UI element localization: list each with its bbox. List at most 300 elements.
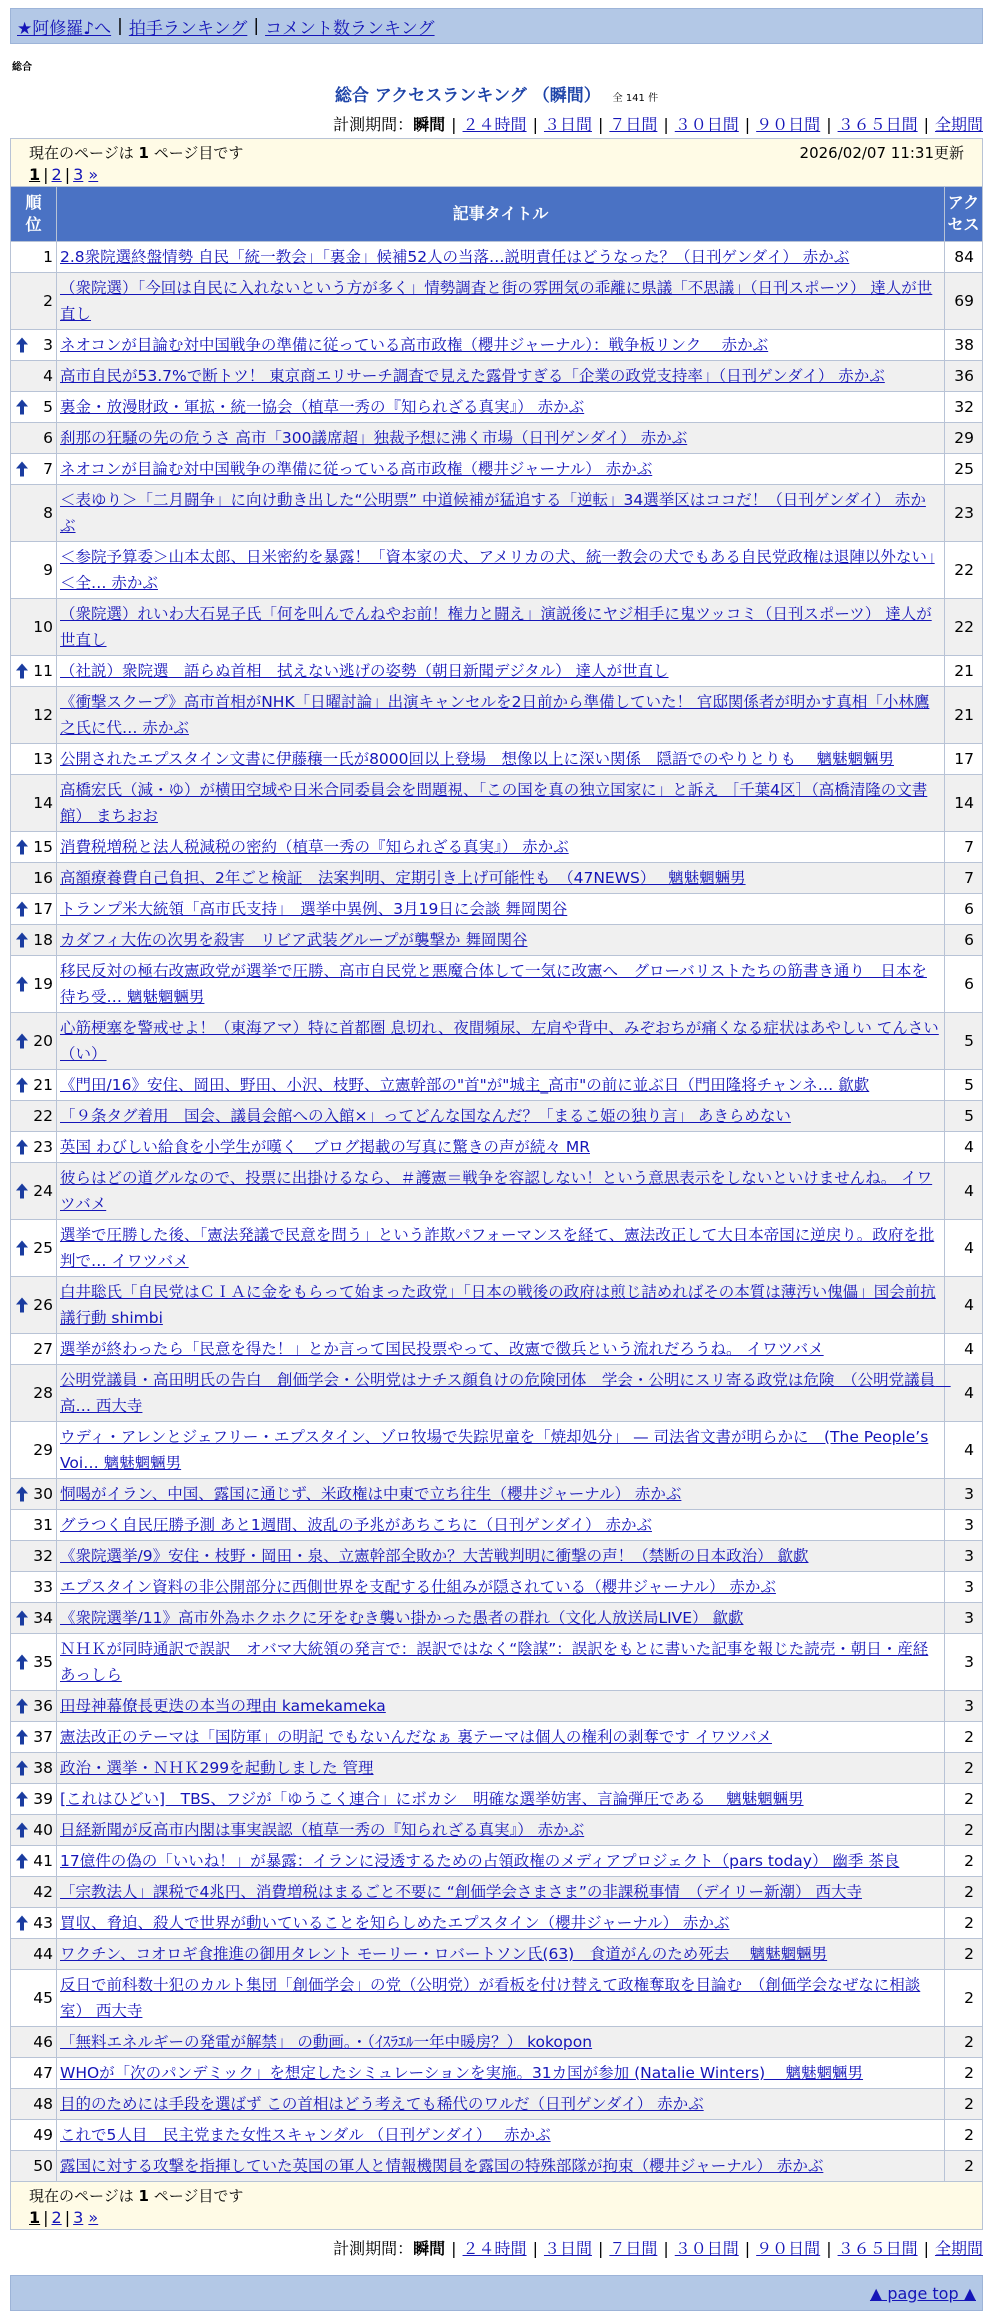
ranking-row	[11, 1422, 983, 1479]
rank-up-arrow-icon	[16, 338, 28, 353]
access-count: 6	[945, 925, 983, 956]
rank-number: 11	[33, 662, 53, 680]
period-option[interactable]: 全期間	[934, 115, 983, 134]
top-nav-bar	[10, 8, 983, 44]
article-title-link[interactable]: [これはひどい] TBS、フジが「ゆうこく連合」にボカシ 明確な選挙妨害、言論弾圧である 魑魅魍魎男	[60, 1790, 804, 1808]
article-title-link[interactable]: 《衝撃スクープ》高市首相がNHK「日曜討論」出演キャンセルを2日前から準備していた！ 官邸関係者が明かす真相「小林鷹之氏に代… 赤かぶ	[60, 693, 930, 737]
title-cell	[57, 542, 945, 599]
pager-separator: |	[64, 2208, 71, 2227]
period-separator: |	[532, 115, 538, 134]
article-title-link[interactable]: 「９条タグ着用 国会、議員会館への入館×」ってどんな国なんだ？「まるこ姫の独り言」 あきらめない	[60, 1107, 791, 1125]
article-title-link[interactable]: 公開されたエプスタイン文書に伊藤穰一氏が8000回以上登場 想像以上に深い関係 隠語でのやりとりも 魑魅魍魎男	[60, 750, 894, 768]
access-count: 38	[945, 330, 983, 361]
rank-up-arrow-icon	[16, 664, 28, 679]
title-cell	[57, 1603, 945, 1634]
article-title-link[interactable]: 心筋梗塞を警戒せよ！（東海アマ）特に首都圏 息切れ、夜間頻尿、左肩や背中、みぞおちが痛くなる症状はあやしい てんさい（い）	[60, 1019, 939, 1063]
article-title-link[interactable]: 刹那の狂騒の先の危うさ 高市「300議席超」独裁予想に沸く市場（日刊ゲンダイ） 赤かぶ	[60, 429, 688, 447]
access-count: 2	[945, 1939, 983, 1970]
rank-number: 27	[33, 1340, 53, 1358]
current-page-post: ページ目です	[153, 2187, 244, 2205]
rank-cell	[11, 956, 57, 1013]
rank-number: 19	[33, 975, 53, 993]
ranking-row	[11, 744, 983, 775]
rank-number: 2	[43, 292, 53, 310]
period-current: 瞬間	[413, 115, 446, 134]
article-title-link[interactable]: 彼らはどの道グルなので、投票に出掛けるなら、＃護憲＝戦争を容認しない！という意思表示をしないといけませんね。 イワツバメ	[60, 1169, 933, 1213]
period-separator: |	[451, 2239, 457, 2258]
title-cell	[57, 485, 945, 542]
table-header-row	[11, 187, 983, 242]
pager-page-link[interactable]: 2	[51, 2208, 62, 2227]
rank-cell	[11, 330, 57, 361]
ranking-row	[11, 485, 983, 542]
rank-up-arrow-icon	[16, 1655, 28, 1670]
rank-cell	[11, 2058, 57, 2089]
ranking-row	[11, 894, 983, 925]
ranking-row	[11, 1634, 983, 1691]
rank-cell	[11, 744, 57, 775]
period-separator: |	[663, 2239, 669, 2258]
title-cell	[57, 1510, 945, 1541]
header-access: アクセス	[945, 187, 983, 242]
title-cell	[57, 1101, 945, 1132]
rank-number: 32	[33, 1547, 53, 1565]
rank-cell	[11, 361, 57, 392]
access-count: 69	[945, 273, 983, 330]
title-cell	[57, 832, 945, 863]
title-cell	[57, 2027, 945, 2058]
ranking-row	[11, 242, 983, 273]
article-title-link[interactable]: （衆院選）「今回は自民に入れないという方が多く」情勢調査と街の雰囲気の乖離に県議「不思議」（日刊スポーツ） 達人が世直し	[60, 279, 933, 323]
rank-up-arrow-icon	[16, 840, 28, 855]
comment-ranking-link[interactable]: コメント数ランキング	[265, 18, 435, 39]
access-count: 2	[945, 1753, 983, 1784]
ranking-row	[11, 1013, 983, 1070]
period-option[interactable]: ２４時間	[462, 115, 527, 134]
article-title-link[interactable]: 白井聡氏「自民党はＣＩＡに金をもらって始まった政党」「日本の戦後の政府は煎じ詰めればその本質は薄汚い傀儡」国会前抗議行動 shimbi	[60, 1283, 936, 1327]
nav-separator: |	[253, 16, 260, 36]
article-title-link[interactable]: ウディ・アレンとジェフリー・エプスタイン、ゾロ牧場で失踪児童を「焼却処分」 — 司法省文書が明らかに (The People’s Voi… 魑魅魍魎男	[60, 1428, 929, 1472]
ranking-row	[11, 454, 983, 485]
rank-cell	[11, 1784, 57, 1815]
ranking-row	[11, 1070, 983, 1101]
article-title-link[interactable]: 高市自民が53.7%で断トツ！ 東京商エリサーチ調査で見えた露骨すぎる「企業の政党支持率」（日刊ゲンダイ） 赤かぶ	[60, 367, 885, 385]
title-cell	[57, 956, 945, 1013]
current-page-text	[29, 142, 243, 163]
ranking-row	[11, 1784, 983, 1815]
access-count: 3	[945, 1691, 983, 1722]
article-title-link[interactable]: 選挙で圧勝した後、「憲法発議で民意を問う」という詐欺パフォーマンスを経て、憲法改正して大日本帝国に逆戻り。政府を批判で… イワツバメ	[60, 1226, 935, 1270]
page-info-top	[10, 138, 983, 186]
rank-cell	[11, 242, 57, 273]
home-link[interactable]: ★阿修羅♪へ	[17, 18, 112, 39]
article-title-link[interactable]: ＮＨＫが同時通訳で誤訳 オバマ大統領の発言で：誤訳ではなく“陰謀”：誤訳をもとに書いた記事を報じた読売・朝日・産経 あっしら	[60, 1640, 929, 1684]
title-cell	[57, 1365, 951, 1422]
rank-cell	[11, 2089, 57, 2120]
article-title-link[interactable]: ＜参院予算委＞山本太郎、日米密約を暴露！「資本家の犬、アメリカの犬、統一教会の犬でもある自民党政権は退陣以外ない」＜全… 赤かぶ	[60, 548, 935, 592]
rank-cell	[11, 863, 57, 894]
ranking-row	[11, 832, 983, 863]
article-title-link[interactable]: WHOが「次のパンデミック」を想定したシミュレーションを実施。31カ国が参加 (Natalie Winters) 魑魅魍魎男	[60, 2064, 864, 2082]
pager-separator: |	[64, 165, 71, 184]
period-separator: |	[744, 2239, 751, 2258]
ranking-row	[11, 1510, 983, 1541]
article-title-link[interactable]: ネオコンが目論む対中国戦争の準備に従っている高市政権（櫻井ジャーナル）：戦争板リンク 赤かぶ	[60, 336, 769, 354]
ranking-row	[11, 2120, 983, 2151]
title-cell	[57, 1970, 945, 2027]
updated-time: 2026/02/07 11:31更新	[799, 144, 964, 162]
period-option[interactable]: ９０日間	[756, 2239, 821, 2258]
access-count: 3	[945, 1572, 983, 1603]
title-cell	[57, 1132, 945, 1163]
rank-number: 46	[33, 2033, 53, 2051]
title-cell	[57, 1220, 945, 1277]
access-count: 2	[945, 2027, 983, 2058]
access-count: 7	[945, 832, 983, 863]
article-title-link[interactable]: これで5人目 民主党また女性スキャンダル （日刊ゲンダイ） 赤かぶ	[60, 2126, 551, 2144]
current-page-pre: 現在のページは	[29, 2187, 134, 2205]
rank-cell	[11, 599, 57, 656]
rank-number: 48	[33, 2095, 53, 2113]
title-cell	[57, 2120, 945, 2151]
ranking-row	[11, 1101, 983, 1132]
article-title-link[interactable]: 英国 わびしい給食を小学生が嘆く ブログ掲載の写真に驚きの声が続々 MR	[60, 1138, 590, 1156]
article-title-link[interactable]: 消費税増税と法人税減税の密約（植草一秀の『知られざる真実』） 赤かぶ	[60, 838, 569, 856]
rank-number: 7	[43, 460, 53, 478]
rank-cell	[11, 1634, 57, 1691]
rank-cell	[11, 656, 57, 687]
article-title-link[interactable]: 「無料エネルギーの発電が解禁」 の動画。・（ｲｽﾗｴﾙ一年中暖房？） kokopon	[60, 2033, 593, 2051]
period-option[interactable]: ７日間	[609, 2239, 658, 2258]
rank-up-arrow-icon	[16, 1487, 28, 1502]
rank-cell	[11, 1013, 57, 1070]
rank-up-arrow-icon	[16, 1078, 28, 1093]
title-cell	[57, 1334, 945, 1365]
rank-number: 5	[43, 398, 53, 416]
current-page-post: ページ目です	[153, 144, 244, 162]
article-title-link[interactable]: 2.8衆院選終盤情勢 自民「統一教会」「裏金」候補52人の当落…説明責任はどうなった？（日刊ゲンダイ） 赤かぶ	[60, 248, 850, 266]
rank-up-arrow-icon	[16, 1792, 28, 1807]
access-count: 5	[945, 1101, 983, 1132]
ranking-row	[11, 1603, 983, 1634]
title-cell	[57, 1163, 945, 1220]
ranking-row	[11, 775, 983, 832]
rank-number: 20	[33, 1032, 53, 1050]
period-selector-top	[10, 112, 983, 135]
period-option[interactable]: ３日間	[543, 115, 592, 134]
period-current: 瞬間	[413, 2239, 446, 2258]
title-cell	[57, 330, 945, 361]
ranking-body	[11, 242, 983, 2182]
rank-cell	[11, 1101, 57, 1132]
period-separator: |	[663, 115, 669, 134]
rank-cell	[11, 1815, 57, 1846]
access-count: 3	[945, 1479, 983, 1510]
rank-cell	[11, 273, 57, 330]
rank-cell	[11, 2151, 57, 2182]
period-separator: |	[597, 2239, 604, 2258]
article-title-link[interactable]: トランプ米大統領「高市氏支持」 選挙中異例、3月19日に会談 舞岡関谷	[60, 900, 568, 918]
rank-up-arrow-icon	[16, 1298, 28, 1313]
rank-number: 21	[33, 1076, 53, 1094]
title-cell	[57, 1939, 945, 1970]
article-title-link[interactable]: ＜表ゆり＞「二月闘争」に向け動き出した“公明票” 中道候補が猛追する「逆転」34選挙区はココだ！（日刊ゲンダイ） 赤かぶ	[60, 491, 926, 535]
rank-cell	[11, 925, 57, 956]
rank-cell	[11, 832, 57, 863]
pager-separator: |	[43, 2208, 49, 2227]
title-cell	[57, 1784, 945, 1815]
article-title-link[interactable]: 移民反対の極右改憲政党が選挙で圧勝、高市自民党と悪魔合体して一気に改憲へ グローバリストたちの筋書き通り 日本を待ち受… 魑魅魍魎男	[60, 962, 927, 1006]
rank-number: 8	[43, 504, 53, 522]
title-cell	[57, 1753, 945, 1784]
ranking-row	[11, 2089, 983, 2120]
rank-number: 25	[33, 1239, 53, 1257]
article-title-link[interactable]: 「宗教法人」課税で4兆円、消費増税はまるごと不要に “創価学会さまさま”の非課税事情 （デイリー新潮） 西大寺	[60, 1883, 862, 1901]
article-title-link[interactable]: グラつく自民圧勝予測 あと1週間、波乱の予兆があちこちに（日刊ゲンダイ） 赤かぶ	[60, 1516, 652, 1534]
period-option[interactable]: ３日間	[543, 2239, 592, 2258]
total-count: 全 141 件	[612, 93, 659, 104]
footer-bar	[10, 2275, 983, 2311]
ranking-row	[11, 2027, 983, 2058]
period-option[interactable]: ３０日間	[674, 2239, 739, 2258]
period-separator: |	[451, 115, 457, 134]
ranking-row	[11, 599, 983, 656]
rank-number: 36	[33, 1697, 53, 1715]
rank-number: 50	[33, 2157, 53, 2175]
rank-number: 49	[33, 2126, 53, 2144]
rank-number: 4	[43, 367, 53, 385]
ranking-row	[11, 1541, 983, 1572]
access-count: 2	[945, 1722, 983, 1753]
rank-cell	[11, 1877, 57, 1908]
ranking-row	[11, 1877, 983, 1908]
rank-cell	[11, 2027, 57, 2058]
rank-number: 3	[43, 336, 53, 354]
article-title-link[interactable]: 《衆院選挙/9》安住・枝野・岡田・泉、立憲幹部全敗か？大苦戦判明に衝撃の声！（禁断の日本政治） 歙歔	[60, 1547, 809, 1565]
rank-number: 42	[33, 1883, 53, 1901]
title-cell	[57, 1908, 945, 1939]
rank-number: 37	[33, 1728, 53, 1746]
rank-cell	[11, 392, 57, 423]
current-page-number: 1	[138, 2187, 149, 2205]
access-count: 2	[945, 2089, 983, 2120]
access-count: 7	[945, 863, 983, 894]
title-cell	[57, 1877, 945, 1908]
rank-cell	[11, 454, 57, 485]
article-title-link[interactable]: 日経新聞が反高市内閣は事実誤認（植草一秀の『知られざる真実』） 赤かぶ	[60, 1821, 585, 1839]
article-title-link[interactable]: 《門田/16》安住、岡田、野田、小沢、枝野、立憲幹部の"首"が"城主_高市"の前に並ぶ日（門田隆将チャンネ… 歙歔	[60, 1076, 870, 1094]
article-title-link[interactable]: （衆院選）れいわ大石晃子氏「何を叫んでんねやお前！権力と闘え」演説後にヤジ相手に鬼ツッコミ（日刊スポーツ） 達人が世直し	[60, 605, 932, 649]
access-count: 21	[945, 656, 983, 687]
rank-number: 28	[33, 1384, 53, 1402]
rank-number: 31	[33, 1516, 53, 1534]
rank-number: 35	[33, 1653, 53, 1671]
rank-cell	[11, 1070, 57, 1101]
section-label: 総合	[12, 62, 32, 73]
article-title-link[interactable]: 裏金・放漫財政・軍拡・統一協会（植草一秀の『知られざる真実』） 赤かぶ	[60, 398, 585, 416]
pager-page-link[interactable]: 2	[51, 165, 62, 184]
pager-page-link[interactable]: 3	[73, 165, 84, 184]
period-separator: |	[923, 2239, 929, 2258]
rank-cell	[11, 423, 57, 454]
rank-up-arrow-icon	[16, 933, 28, 948]
article-title-link[interactable]: カダフィ大佐の次男を殺害 リビア武装グループが襲撃か 舞岡関谷	[60, 931, 528, 949]
header-title: 記事タイトル	[57, 187, 945, 242]
title-cell	[57, 2151, 945, 2182]
rank-number: 23	[33, 1138, 53, 1156]
title-cell	[57, 775, 945, 832]
ranking-row	[11, 1163, 983, 1220]
rank-cell	[11, 1365, 57, 1422]
title-cell	[57, 273, 945, 330]
rank-up-arrow-icon	[16, 1916, 28, 1931]
article-title-link[interactable]: 買収、脅迫、殺人で世界が動いていることを知らしめたエプスタイン（櫻井ジャーナル） 赤かぶ	[60, 1914, 730, 1932]
ranking-row	[11, 392, 983, 423]
article-title-link[interactable]: 選挙が終わったら「民意を得た！」とか言って国民投票やって、改憲で徴兵という流れだろうね。 イワツバメ	[60, 1340, 824, 1358]
ranking-row	[11, 1815, 983, 1846]
rank-cell	[11, 1572, 57, 1603]
period-option[interactable]: ２４時間	[462, 2239, 527, 2258]
access-count: 17	[945, 744, 983, 775]
rank-number: 18	[33, 931, 53, 949]
rank-cell	[11, 775, 57, 832]
pager-page-link[interactable]: 3	[73, 2208, 84, 2227]
article-title-link[interactable]: エプスタイン資料の非公開部分に西側世界を支配する仕組みが隠されている（櫻井ジャーナル） 赤かぶ	[60, 1578, 776, 1596]
ranking-row	[11, 1722, 983, 1753]
rank-number: 45	[33, 1989, 53, 2007]
rank-cell	[11, 1277, 57, 1334]
nav-separator: |	[117, 16, 123, 36]
rank-number: 26	[33, 1296, 53, 1314]
period-option[interactable]: ３６５日間	[837, 115, 918, 134]
access-count: 22	[945, 542, 983, 599]
rank-cell	[11, 1479, 57, 1510]
clap-ranking-link[interactable]: 拍手ランキング	[128, 18, 248, 39]
rank-number: 38	[33, 1759, 53, 1777]
ranking-row	[11, 687, 983, 744]
title-cell	[57, 894, 945, 925]
article-title-link[interactable]: 《衆院選挙/11》高市外為ホクホクに牙をむき襲い掛かった愚者の群れ（文化人放送局LIVE） 歙歔	[60, 1609, 744, 1627]
rank-up-arrow-icon	[16, 1034, 28, 1049]
rank-number: 17	[33, 900, 53, 918]
rank-number: 30	[33, 1485, 53, 1503]
pager-current-page: 1	[29, 165, 41, 184]
article-title-link[interactable]: 露国に対する攻撃を指揮していた英国の軍人と情報機関員を露国の特殊部隊が拘束（櫻井ジャーナル） 赤かぶ	[60, 2157, 824, 2175]
pager-next-link[interactable]: »	[88, 2208, 99, 2227]
access-count: 4	[945, 1365, 983, 1422]
rank-number: 44	[33, 1945, 53, 1963]
rank-up-arrow-icon	[16, 400, 28, 415]
page-status-row	[29, 2185, 964, 2206]
access-count: 3	[945, 1634, 983, 1691]
ranking-row	[11, 1908, 983, 1939]
title-cell	[57, 863, 945, 894]
article-title-link[interactable]: 公明党議員・高田明氏の告白 創価学会・公明党はナチス顔負けの危険団体 学会・公明にスリ寄る政党は危険 （公明党議員 高… 西大寺	[60, 1371, 951, 1415]
article-title-link[interactable]: 政治・選挙・ＮＨＫ299を起動しました 管理	[60, 1759, 374, 1777]
access-count: 4	[945, 1132, 983, 1163]
pager-next-link[interactable]: »	[88, 165, 99, 184]
article-title-link[interactable]: 憲法改正のテーマは「国防軍」の明記 でもないんだなぁ 裏テーマは個人の権利の剥奪です イワツバメ	[60, 1728, 772, 1746]
article-title-link[interactable]: 反日で前科数十犯のカルト集団「創価学会」の党（公明党）が看板を付け替えて政権奪取を目論む （創価学会なぜなに相談室） 西大寺	[60, 1976, 921, 2020]
period-separator: |	[597, 115, 604, 134]
rank-cell	[11, 1220, 57, 1277]
period-selector-bottom	[10, 2236, 983, 2259]
title-cell	[57, 361, 945, 392]
page-top-link[interactable]: ▲ page top ▲	[869, 2283, 976, 2303]
title-cell	[57, 687, 945, 744]
access-count: 2	[945, 1784, 983, 1815]
rank-cell	[11, 1939, 57, 1970]
title-cell	[57, 1479, 945, 1510]
ranking-row	[11, 925, 983, 956]
ranking-row	[11, 1753, 983, 1784]
access-count: 5	[945, 1013, 983, 1070]
period-option[interactable]: 全期間	[934, 2239, 983, 2258]
access-count: 23	[945, 485, 983, 542]
article-title-link[interactable]: ワクチン、コオロギ食推進の御用タレント モーリー・ロバートソン氏(63) 食道がんのため死去 魑魅魍魎男	[60, 1945, 828, 1963]
rank-up-arrow-icon	[16, 462, 28, 477]
current-page-number: 1	[138, 144, 149, 162]
rank-cell	[11, 687, 57, 744]
article-title-link[interactable]: （社説）衆院選 語らぬ首相 拭えない逃げの姿勢（朝日新聞デジタル） 達人が世直し	[60, 662, 669, 680]
current-page-pre: 現在のページは	[29, 144, 134, 162]
period-option[interactable]: ７日間	[609, 115, 658, 134]
rank-up-arrow-icon	[16, 1699, 28, 1714]
header-rank: 順位	[11, 187, 57, 242]
access-count: 2	[945, 2120, 983, 2151]
article-title-link[interactable]: 高橋宏氏（減・ゆ）が横田空域や日米合同委員会を問題視、「この国を真の独立国家に」と訴え ［千葉4区］（高橋清隆の文書館） まちおお	[60, 781, 928, 825]
ranking-row	[11, 423, 983, 454]
rank-cell	[11, 485, 57, 542]
access-count: 84	[945, 242, 983, 273]
rank-number: 10	[33, 618, 53, 636]
article-title-link[interactable]: ネオコンが目論む対中国戦争の準備に従っている高市政権（櫻井ジャーナル） 赤かぶ	[60, 460, 653, 478]
rank-cell	[11, 1722, 57, 1753]
ranking-row	[11, 273, 983, 330]
pager-separator: |	[43, 165, 49, 184]
ranking-row	[11, 1277, 983, 1334]
access-count: 36	[945, 361, 983, 392]
period-option[interactable]: ３６５日間	[837, 2239, 918, 2258]
article-title-link[interactable]: 17億件の偽の「いいね！」が暴露：イランに浸透するための占領政権のメディアプロジェクト（pars today） 幽季 茶良	[60, 1852, 900, 1870]
ranking-table	[10, 186, 983, 2182]
rank-cell	[11, 1334, 57, 1365]
title-cell	[57, 1277, 945, 1334]
rank-up-arrow-icon	[16, 1184, 28, 1199]
rank-number: 47	[33, 2064, 53, 2082]
article-title-link[interactable]: 田母神幕僚長更迭の本当の理由 kamekameka	[60, 1697, 386, 1715]
rank-cell	[11, 1541, 57, 1572]
rank-cell	[11, 1603, 57, 1634]
rank-number: 15	[33, 838, 53, 856]
article-title-link[interactable]: 目的のためには手段を選ばず この首相はどう考えても稀代のワルだ（日刊ゲンダイ） 赤かぶ	[60, 2095, 704, 2113]
article-title-link[interactable]: 高額療養費自己負担、2年ごと検証 法案判明、定期引き上げ可能性も （47NEWS） 魑魅魍魎男	[60, 869, 746, 887]
period-option[interactable]: ３０日間	[674, 115, 739, 134]
article-title-link[interactable]: 恫喝がイラン、中国、露国に通じず、米政権は中東で立ち往生（櫻井ジャーナル） 赤かぶ	[60, 1485, 682, 1503]
period-option[interactable]: ９０日間	[756, 115, 821, 134]
rank-up-arrow-icon	[16, 1730, 28, 1745]
access-count: 25	[945, 454, 983, 485]
rank-cell	[11, 2120, 57, 2151]
access-count: 22	[945, 599, 983, 656]
access-count: 2	[945, 2058, 983, 2089]
title-cell	[57, 2058, 945, 2089]
access-count: 2	[945, 1908, 983, 1939]
title-cell	[57, 454, 945, 485]
ranking-row	[11, 542, 983, 599]
rank-cell	[11, 542, 57, 599]
rank-cell	[11, 1753, 57, 1784]
